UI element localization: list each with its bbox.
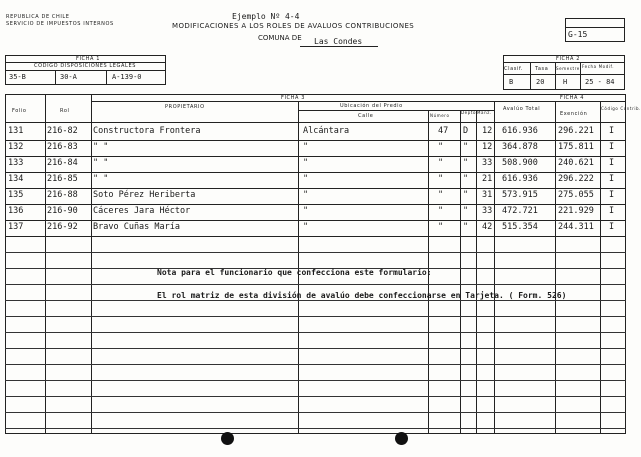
depto-cell: " [463,190,469,200]
ruled-line [5,412,626,413]
header-numero: Número [430,113,450,118]
rol-cell: 216-82 [47,126,78,136]
folio-cell: 137 [8,222,24,232]
folio-cell: 132 [8,142,24,152]
header-depto: Depto. [461,110,478,115]
propietario-cell: Bravo Cuñas María [93,222,180,232]
row-divider [5,204,626,205]
ruled-line [5,396,626,397]
exencion-cell: 275.055 [558,190,594,200]
numero-cell: " [438,190,444,200]
header-calle: Calle [358,113,374,119]
example-label: Ejemplo Nº 4-4 [232,12,300,21]
ficha2-header-clasif: Clasif. [504,66,524,72]
table-top-border [5,94,626,95]
propietario-cell: Cáceres Jara Héctor [93,206,191,216]
header-folio: Folio [12,108,27,114]
depto-cell: D [463,126,469,136]
ficha2-header-tasa: Tasa [535,66,549,72]
note-line-1: Nota para el funcionario que confecciona este formulario: [157,268,432,277]
ficha1-code-2: 30-A [60,73,77,81]
calle-cell: " [303,206,309,216]
avaluo-cell: 364.878 [502,142,538,152]
ficha1-code-1: 35-B [9,73,26,81]
avaluo-cell: 616.936 [502,126,538,136]
calle-cell: " [303,222,309,232]
depto-cell: " [463,222,469,232]
numero-cell: " [438,158,444,168]
rol-cell: 216-90 [47,206,78,216]
row-divider [5,188,626,189]
ficha2-header-semestre: Semestre [556,66,580,71]
propietario-cell: Constructora Frontera [93,126,201,136]
calle-cell: " [303,142,309,152]
depto-cell: " [463,158,469,168]
ficha1-subtitle: CODIGO DISPOSICIONES LEGALES [34,63,136,69]
propietario-cell: " " [93,174,109,184]
row-divider [5,172,626,173]
comuna-label: COMUNA DE [258,34,302,42]
form-code: G-15 [568,30,588,39]
ficha2-header-fecha: Fecha Modif. [582,64,615,69]
ficha4-label: FICHA 4 [560,95,584,101]
calle-cell: " [303,174,309,184]
punch-hole-left [221,432,234,445]
ficha2-fecha: 25 - 84 [585,78,615,86]
form-title: MODIFICACIONES A LOS ROLES DE AVALUOS CONTRIBUCIONES [172,22,415,30]
ficha2-clasif: B [509,78,514,86]
manzana-cell: 21 [482,174,493,184]
header-rol: Rol [60,108,70,114]
row-divider [5,236,626,237]
agency-name: REPUBLICA DE CHILE [6,14,70,20]
codigo-cell: I [609,174,615,184]
header-propietario: PROPIETARIO [165,104,205,110]
depto-cell: " [463,206,469,216]
numero-cell: " [438,222,444,232]
ficha1-title: FICHA 1 [76,56,100,62]
calle-cell: Alcántara [303,126,350,136]
depto-cell: " [463,174,469,184]
exencion-cell: 221.929 [558,206,594,216]
ruled-line [5,380,626,381]
propietario-cell: " " [93,142,109,152]
numero-cell: " [438,142,444,152]
exencion-cell: 244.311 [558,222,594,232]
codigo-cell: I [609,206,615,216]
rol-cell: 216-92 [47,222,78,232]
punch-hole-right [395,432,408,445]
row-divider [5,140,626,141]
exencion-cell: 296.221 [558,126,594,136]
ficha2-title: FICHA 2 [556,56,580,62]
avaluo-cell: 515.354 [502,222,538,232]
folio-cell: 136 [8,206,24,216]
header-ubicacion: Ubicación del Predio [340,103,403,109]
header-codigo: Código Contrib. [601,106,641,111]
avaluo-cell: 472.721 [502,206,538,216]
ruled-line [5,316,626,317]
header-exencion: Exención [560,111,588,117]
codigo-cell: I [609,126,615,136]
rol-cell: 216-84 [47,158,78,168]
table-bottom-border [5,433,626,434]
ruled-line [5,364,626,365]
header-avaluo: Avalúo Total [503,106,541,112]
calle-cell: " [303,190,309,200]
ruled-line [5,428,626,429]
numero-cell: 47 [438,126,449,136]
manzana-cell: 42 [482,222,493,232]
exencion-cell: 240.621 [558,158,594,168]
exencion-cell: 175.811 [558,142,594,152]
ruled-line [5,332,626,333]
header-manzana: Manz. [477,110,492,115]
ruled-line [5,252,626,253]
rol-cell: 216-83 [47,142,78,152]
manzana-cell: 31 [482,190,493,200]
ficha2-semestre: H [563,78,568,86]
propietario-cell: Soto Pérez Heriberta [93,190,196,200]
propietario-cell: " " [93,158,109,168]
codigo-cell: I [609,142,615,152]
folio-cell: 133 [8,158,24,168]
manzana-cell: 12 [482,126,493,136]
agency-subtitle: SERVICIO DE IMPUESTOS INTERNOS [6,21,114,27]
ficha3-label: FICHA 3 [281,95,305,101]
manzana-cell: 12 [482,142,493,152]
exencion-cell: 296.222 [558,174,594,184]
row-divider [5,156,626,157]
codigo-cell: I [609,222,615,232]
calle-cell: " [303,158,309,168]
avaluo-cell: 508.900 [502,158,538,168]
ruled-line [5,284,626,285]
codigo-cell: I [609,190,615,200]
codigo-cell: I [609,158,615,168]
rol-cell: 216-88 [47,190,78,200]
row-divider [5,220,626,221]
folio-cell: 131 [8,126,24,136]
avaluo-cell: 616.936 [502,174,538,184]
comuna-value: Las Condes [314,37,363,46]
ruled-line [5,348,626,349]
manzana-cell: 33 [482,158,493,168]
ficha1-code-3: A-139-0 [112,73,142,81]
numero-cell: " [438,206,444,216]
header-bottom-border [5,122,626,123]
rol-cell: 216-85 [47,174,78,184]
note-line-2: El rol matriz de esta división de avalúo debe confeccionarse en Tarjeta. ( Form. 526) [157,291,567,300]
ficha2-tasa: 20 [536,78,545,86]
numero-cell: " [438,174,444,184]
manzana-cell: 33 [482,206,493,216]
depto-cell: " [463,142,469,152]
folio-cell: 134 [8,174,24,184]
ruled-line [5,300,626,301]
avaluo-cell: 573.915 [502,190,538,200]
folio-cell: 135 [8,190,24,200]
